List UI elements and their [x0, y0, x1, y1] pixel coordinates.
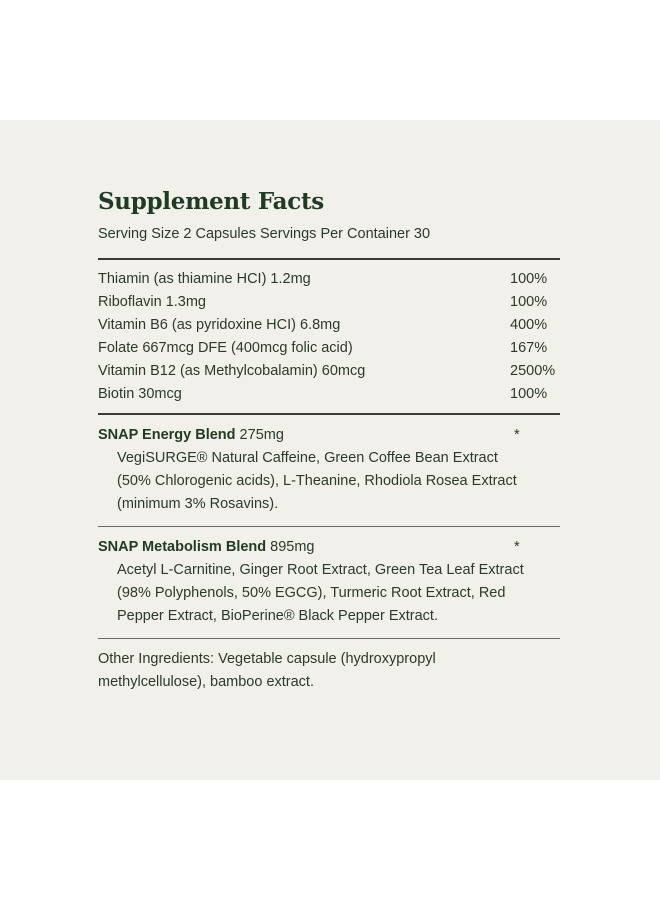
- nutrient-row: [98, 291, 560, 314]
- energy-blend-section: [98, 415, 560, 526]
- nutrient-daily-value: 100%: [510, 294, 548, 310]
- nutrient-name: Biotin 30mcg: [98, 386, 182, 402]
- blend-header: [98, 424, 560, 447]
- supplement-facts-panel: [0, 120, 660, 780]
- nutrient-row: [98, 360, 560, 383]
- nutrient-list: [98, 260, 560, 413]
- blend-title: [98, 424, 284, 447]
- nutrient-row: [98, 268, 560, 291]
- blend-ingredients: VegiSURGE® Natural Caffeine, Green Coffee Bean Extract (50% Chlorogenic acids), L-Theanine, Rhodiola Rosea Extract (minimum 3% Rosavins).: [117, 450, 517, 512]
- nutrient-name: Thiamin (as thiamine HCI) 1.2mg: [98, 271, 311, 287]
- blend-daily-value: *: [514, 539, 520, 555]
- nutrient-daily-value: 100%: [510, 386, 548, 402]
- nutrient-daily-value: 2500%: [510, 363, 556, 379]
- metabolism-blend-section: [98, 527, 560, 638]
- nutrient-daily-value: 100%: [510, 271, 548, 287]
- nutrient-name: Folate 667mcg DFE (400mcg folic acid): [98, 340, 353, 356]
- blend-header: [98, 536, 560, 559]
- blend-name: SNAP Energy Blend: [98, 427, 236, 443]
- nutrient-daily-value: 167%: [510, 340, 548, 356]
- blend-amount: 895mg: [266, 539, 315, 555]
- blend-ingredients: Acetyl L-Carnitine, Ginger Root Extract, Green Tea Leaf Extract (98% Polyphenols, 50% EGCG), Turmeric Root Extract, Red Pepper Extract, BioPerine® Black Pepper Extract.: [117, 562, 524, 624]
- other-ingredients: Other Ingredients: Vegetable capsule (hydroxypropyl methylcellulose), bamboo extract.: [98, 651, 436, 690]
- nutrient-row: [98, 383, 560, 406]
- nutrient-name: Vitamin B6 (as pyridoxine HCI) 6.8mg: [98, 317, 341, 333]
- nutrient-row: [98, 314, 560, 337]
- blend-name: SNAP Metabolism Blend: [98, 539, 267, 555]
- nutrient-daily-value: 400%: [510, 317, 548, 333]
- blend-amount: 275mg: [235, 427, 284, 443]
- nutrient-name: Riboflavin 1.3mg: [98, 294, 206, 310]
- serving-info: Serving Size 2 Capsules Servings Per Container 30: [98, 226, 431, 242]
- supplement-facts-title: Supplement Facts: [98, 188, 324, 215]
- blend-title: [98, 536, 315, 559]
- supplement-facts-content: [98, 186, 560, 694]
- blend-daily-value: *: [514, 427, 520, 443]
- nutrient-row: [98, 337, 560, 360]
- nutrient-name: Vitamin B12 (as Methylcobalamin) 60mcg: [98, 363, 366, 379]
